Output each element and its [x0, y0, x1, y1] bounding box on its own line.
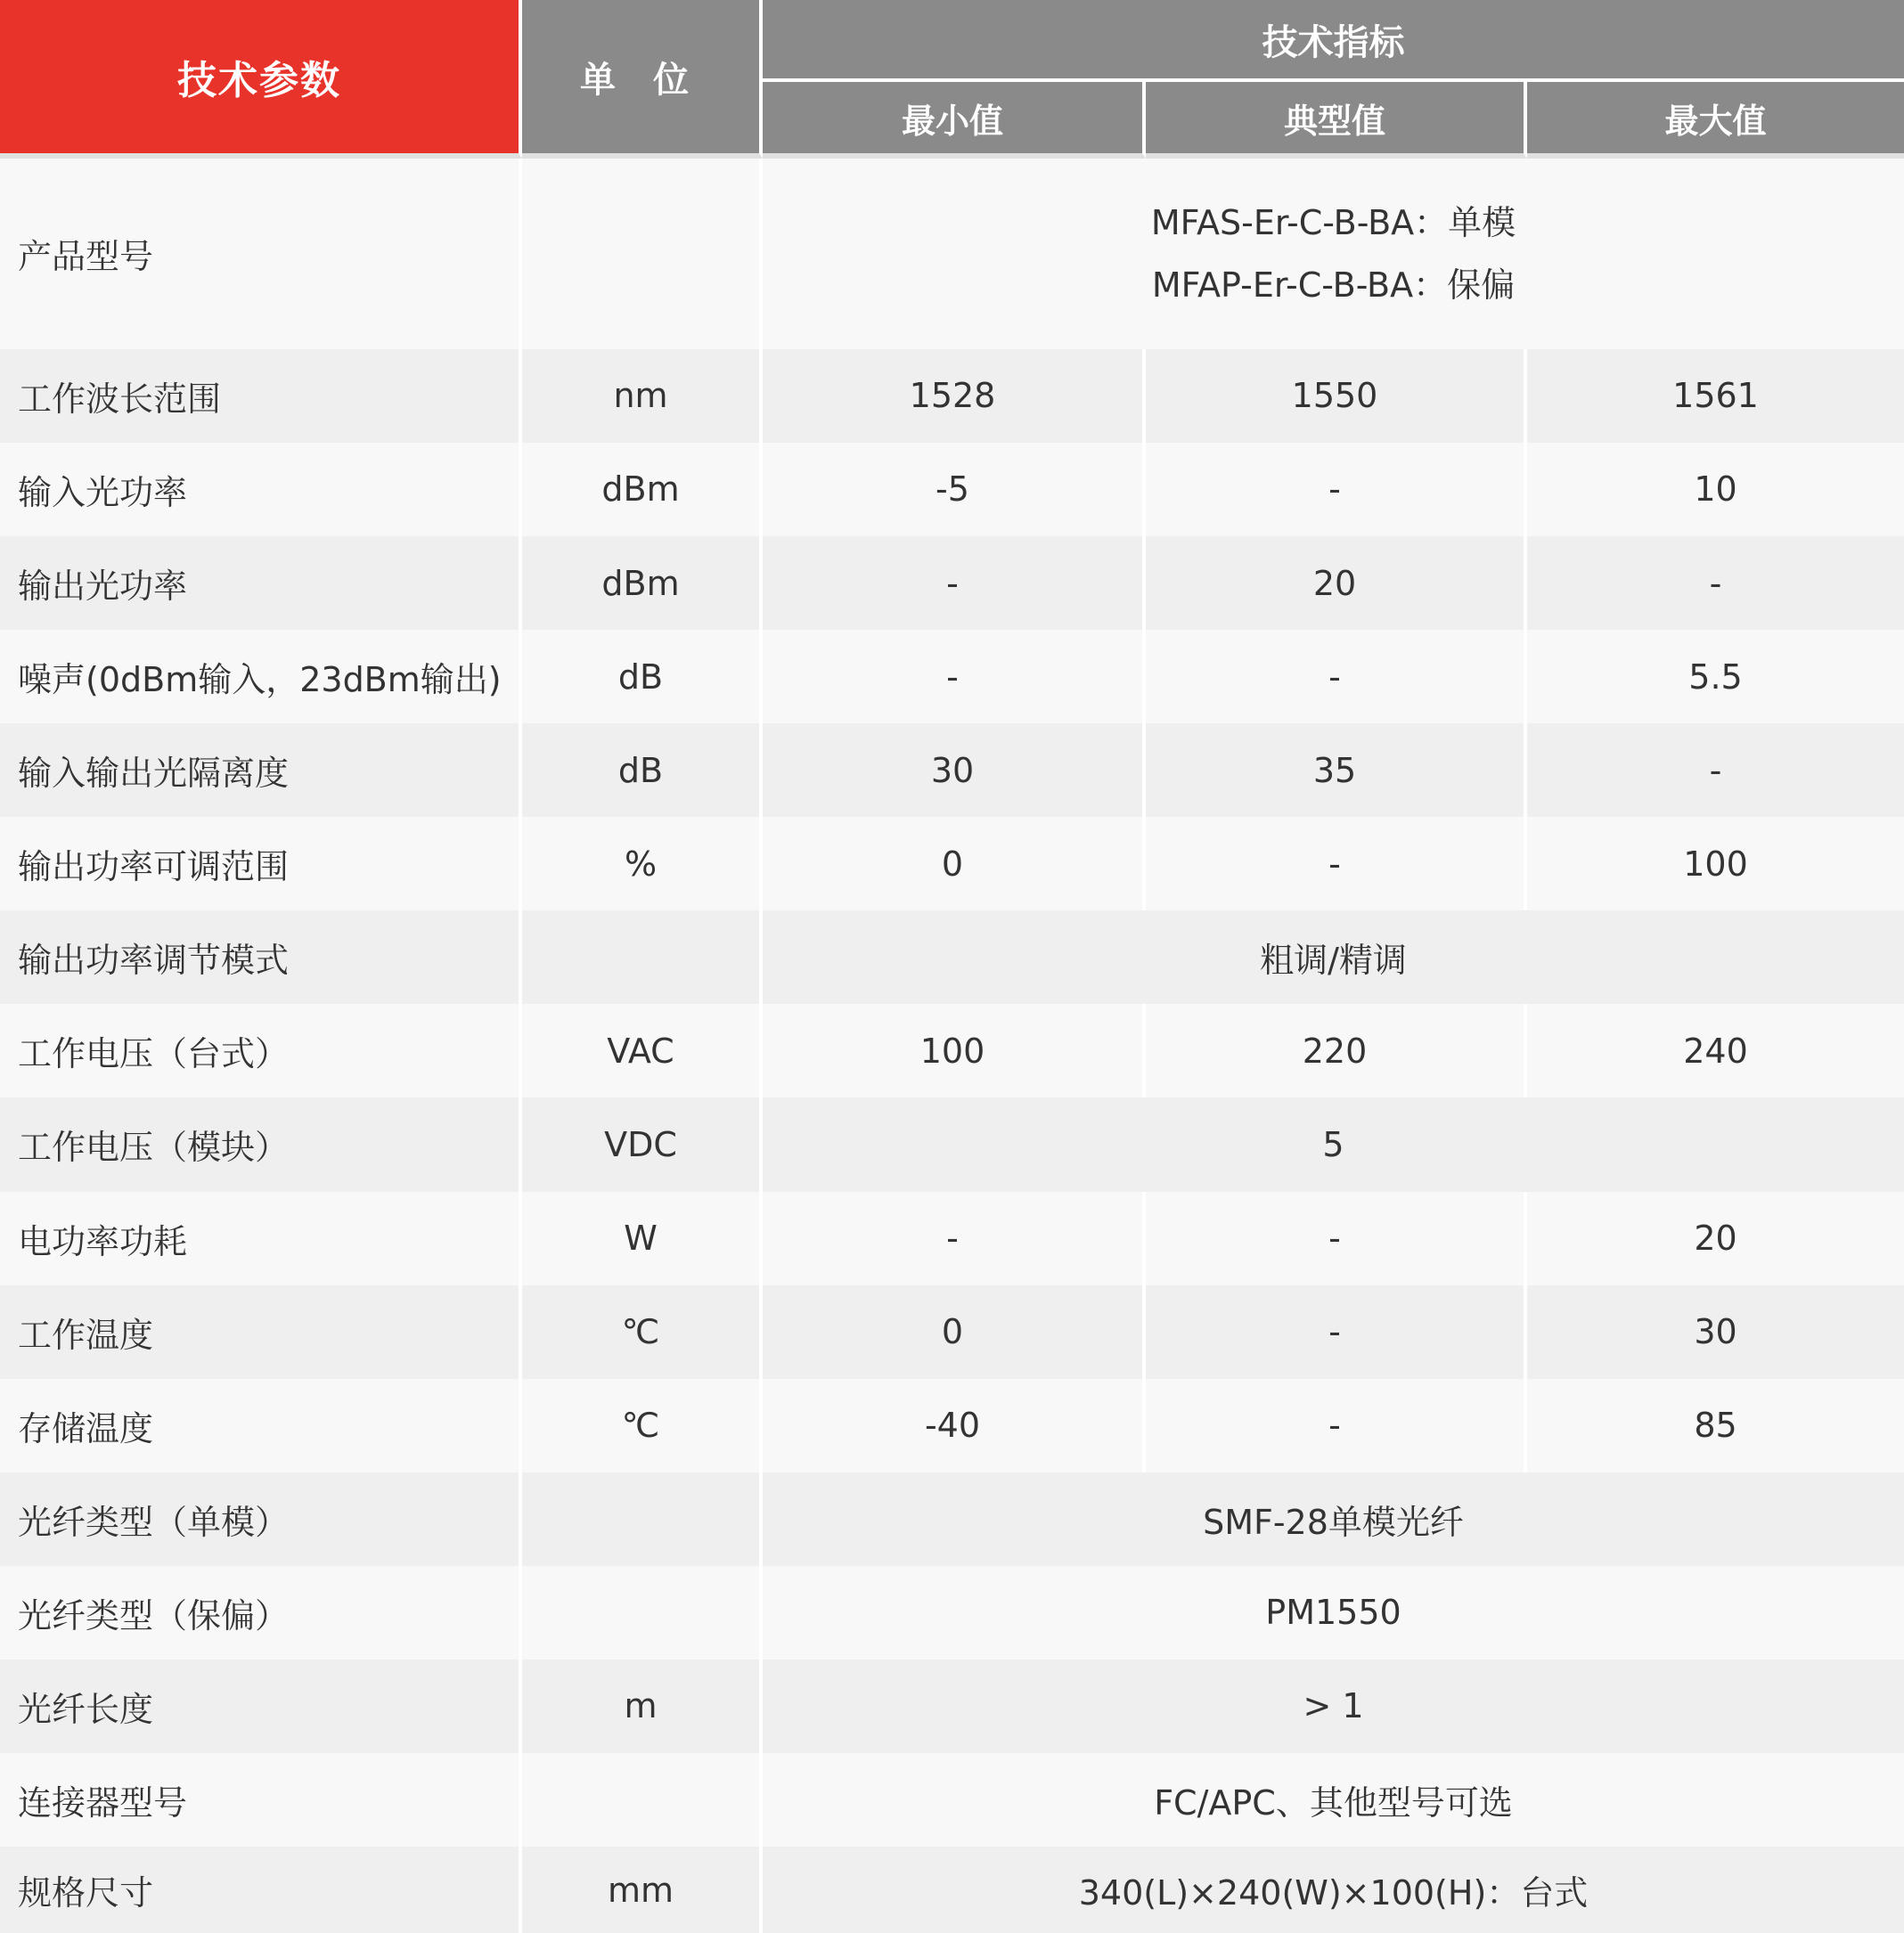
row-typ: - [1146, 1285, 1527, 1379]
row-max: 1561 [1527, 349, 1904, 443]
row-name: 输出光功率 [0, 536, 522, 630]
row-unit: m [522, 1660, 763, 1753]
header-typ: 典型值 [1146, 82, 1527, 159]
row-min: 1528 [763, 349, 1146, 443]
row-merged-value: 5 [763, 1097, 1904, 1191]
row-name: 存储温度 [0, 1379, 522, 1472]
table-row [0, 536, 1904, 630]
table-row [0, 1472, 1904, 1566]
table-row [0, 1566, 1904, 1660]
row-typ: - [1146, 630, 1527, 723]
row-max: - [1527, 723, 1904, 817]
row-unit: nm [522, 349, 763, 443]
row-unit: % [522, 817, 763, 910]
row-typ: - [1146, 443, 1527, 536]
row-min: 0 [763, 817, 1146, 910]
row-unit [522, 1472, 763, 1566]
row-min: 100 [763, 1004, 1146, 1097]
row-min: - [763, 630, 1146, 723]
row-max: 30 [1527, 1285, 1904, 1379]
table-row [0, 1379, 1904, 1472]
row-typ: - [1146, 1192, 1527, 1285]
row-merged-value: 粗调/精调 [763, 910, 1904, 1004]
table-row [0, 1192, 1904, 1285]
row-min: - [763, 1192, 1146, 1285]
row-merged-value: PM1550 [763, 1566, 1904, 1660]
row-max: 10 [1527, 443, 1904, 536]
row-max: 20 [1527, 1192, 1904, 1285]
row-merged-value: SMF-28单模光纤 [763, 1472, 1904, 1566]
row-min: -40 [763, 1379, 1146, 1472]
row-name: 光纤长度 [0, 1660, 522, 1753]
table-row [0, 1660, 1904, 1753]
row-min: 0 [763, 1285, 1146, 1379]
row-max: 85 [1527, 1379, 1904, 1472]
row-unit: ℃ [522, 1379, 763, 1472]
row-unit [522, 159, 763, 349]
row-typ: 1550 [1146, 349, 1527, 443]
row-typ: 220 [1146, 1004, 1527, 1097]
row-unit: dB [522, 723, 763, 817]
row-unit [522, 910, 763, 1004]
row-max: 100 [1527, 817, 1904, 910]
header-max: 最大值 [1527, 82, 1904, 159]
row-merged-value [763, 159, 1904, 349]
header-param: 技术参数 [0, 0, 522, 159]
table-row [0, 443, 1904, 536]
row-unit: dB [522, 630, 763, 723]
row-typ: 35 [1146, 723, 1527, 817]
row-unit [522, 1753, 763, 1847]
row-unit: VAC [522, 1004, 763, 1097]
row-merged-value: > 1 [763, 1660, 1904, 1753]
table-row [0, 630, 1904, 723]
table-row [0, 1753, 1904, 1847]
row-unit: ℃ [522, 1285, 763, 1379]
row-name: 光纤类型（单模） [0, 1472, 522, 1566]
row-name: 连接器型号 [0, 1753, 522, 1847]
table-row [0, 1285, 1904, 1379]
model-line-1: MFAS-Er-C-B-BA：单模 [1150, 202, 1516, 242]
header-min: 最小值 [763, 82, 1146, 159]
table-row [0, 1004, 1904, 1097]
row-unit [522, 1566, 763, 1660]
row-unit: W [522, 1192, 763, 1285]
row-max: 240 [1527, 1004, 1904, 1097]
table-row [0, 349, 1904, 443]
row-name: 噪声(0dBm输入，23dBm输出) [0, 630, 522, 723]
row-name: 工作电压（模块） [0, 1097, 522, 1191]
row-unit: mm [522, 1847, 763, 1933]
row-max: 5.5 [1527, 630, 1904, 723]
row-name: 工作波长范围 [0, 349, 522, 443]
row-name: 产品型号 [0, 159, 522, 349]
row-name: 输出功率可调范围 [0, 817, 522, 910]
row-name: 光纤类型（保偏） [0, 1566, 522, 1660]
table-row-model [0, 159, 1904, 349]
spec-table-body [0, 159, 1904, 1933]
row-merged-value: 340(L)×240(W)×100(H)：台式 [763, 1847, 1904, 1933]
table-row [0, 1847, 1904, 1933]
row-typ: - [1146, 817, 1527, 910]
table-row [0, 1097, 1904, 1191]
row-name: 输出功率调节模式 [0, 910, 522, 1004]
row-unit: dBm [522, 536, 763, 630]
row-typ: 20 [1146, 536, 1527, 630]
spec-table-header [0, 0, 1904, 159]
row-min: 30 [763, 723, 1146, 817]
row-unit: dBm [522, 443, 763, 536]
row-unit: VDC [522, 1097, 763, 1191]
model-line-2: MFAP-Er-C-B-BA：保偏 [1151, 265, 1516, 305]
row-max: - [1527, 536, 1904, 630]
row-name: 工作温度 [0, 1285, 522, 1379]
table-row [0, 817, 1904, 910]
row-name: 输入输出光隔离度 [0, 723, 522, 817]
header-spec-group: 技术指标 [763, 0, 1904, 82]
row-name: 规格尺寸 [0, 1847, 522, 1933]
table-row [0, 910, 1904, 1004]
row-min: - [763, 536, 1146, 630]
row-merged-value: FC/APC、其他型号可选 [763, 1753, 1904, 1847]
row-name: 电功率功耗 [0, 1192, 522, 1285]
header-unit: 单 位 [522, 0, 763, 159]
row-name: 输入光功率 [0, 443, 522, 536]
row-name: 工作电压（台式） [0, 1004, 522, 1097]
row-min: -5 [763, 443, 1146, 536]
row-typ: - [1146, 1379, 1527, 1472]
table-row [0, 723, 1904, 817]
